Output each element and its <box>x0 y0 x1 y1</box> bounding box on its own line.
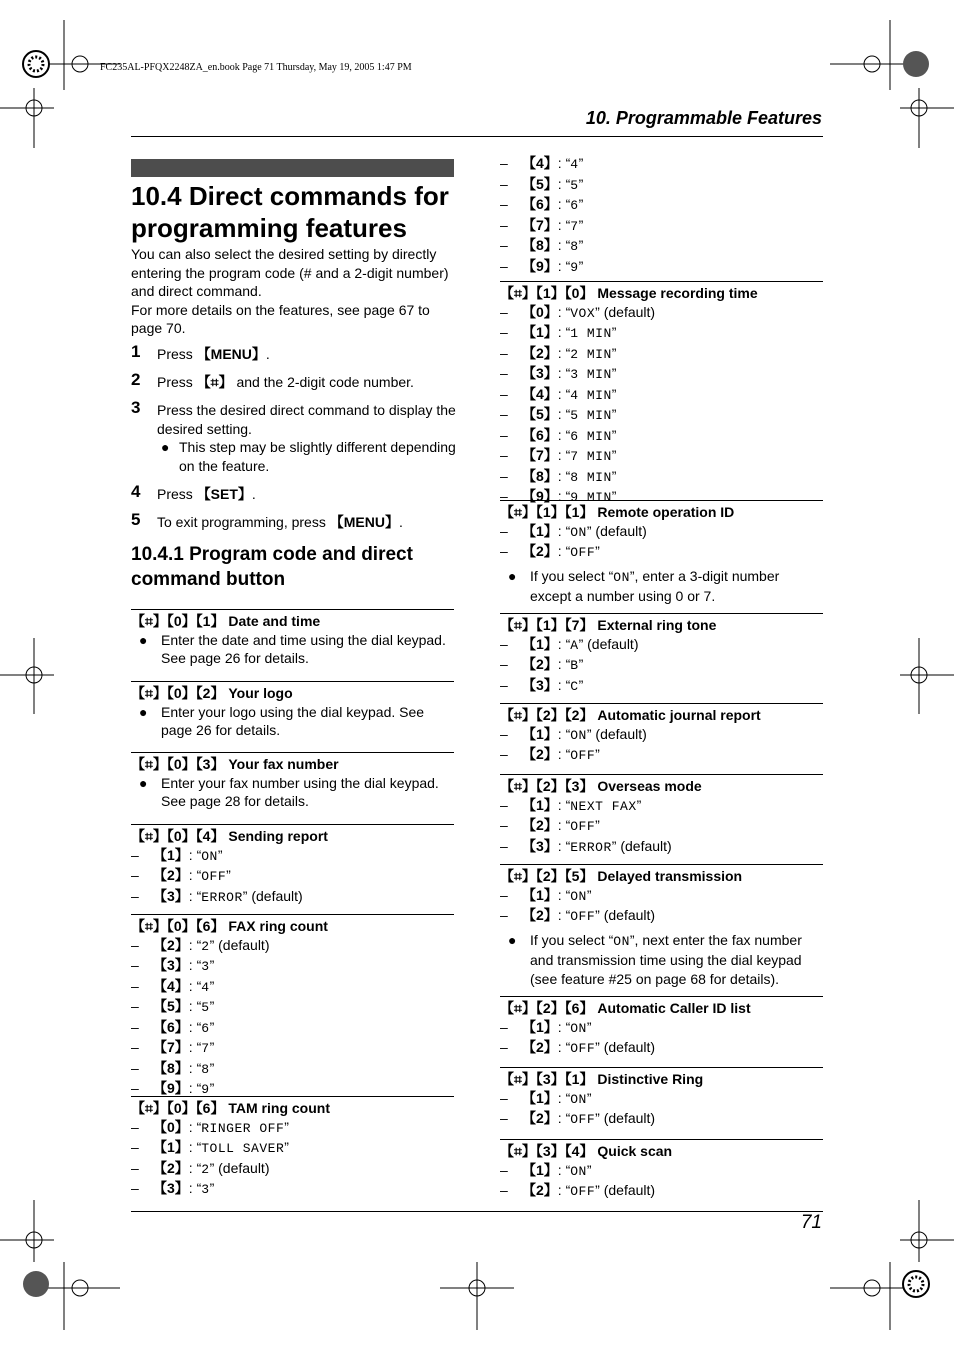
key-label: 【⌗】 <box>500 1000 536 1016</box>
option-value: 4 MIN <box>570 387 612 403</box>
default-note: (default) <box>603 907 656 923</box>
bullet-item: ● If you select “ON”, next enter the fax number and transmission time using the dial keypad (see feature #25 on page 68 for details). <box>508 931 802 987</box>
option-row: – 【3】: “ERROR” (default) <box>500 837 672 855</box>
key-label: 【4】 <box>153 977 189 994</box>
key-label: 【7】 <box>564 617 594 633</box>
key-label: 【⌗】 <box>131 756 167 772</box>
option-row: – 【6】: “6” <box>131 1018 215 1036</box>
key-label: 【⌗】 <box>500 1143 536 1159</box>
step-text: Press 【⌗】 and the 2-digit code number. <box>157 374 414 390</box>
option-value: OFF <box>570 1112 596 1127</box>
option-row: – 【2】: “B” <box>500 656 584 673</box>
step-text: Press 【MENU】. <box>157 346 270 362</box>
key-label: 【2】 <box>535 868 565 884</box>
option-value: ERROR <box>201 889 243 905</box>
option-row: – 【5】: “5 MIN” <box>500 406 617 423</box>
option-row: – 【1】: “ON” <box>500 1161 592 1179</box>
key-label: 【2】 <box>522 543 558 559</box>
default-note: (default) <box>218 936 270 953</box>
key-label: 【1】 <box>535 504 565 520</box>
key-label: 【2】 <box>195 685 225 701</box>
intro-paragraph: You can also select the desired setting by directly entering the program code (# and a 2-digit number) and direct command. <box>131 246 449 299</box>
option-row: – 【1】: “ON” <box>500 886 592 904</box>
page-number: 71 <box>800 1212 822 1233</box>
key-label: 【4】 <box>522 155 558 171</box>
option-value: ON <box>570 1091 587 1107</box>
key-label: 【0】 <box>166 613 196 629</box>
step-number: 2 <box>131 370 141 389</box>
feature-block <box>500 500 823 606</box>
bullet-item: ● Enter your logo using the dial keypad. See page 26 for details. <box>139 703 425 738</box>
default-note: (default) <box>603 303 656 320</box>
option-row: – 【2】: “OFF” (default) <box>500 1110 656 1127</box>
key-label: 【2】 <box>522 817 558 833</box>
key-label: 【8】 <box>522 467 558 484</box>
option-value: TOLL SAVER <box>201 1141 285 1156</box>
key-label: 【3】 <box>153 887 189 904</box>
default-note: (default) <box>595 725 647 742</box>
step-number: 3 <box>131 398 141 417</box>
key-label: 【1】 <box>522 522 558 539</box>
key-label: 【1】 <box>195 613 225 629</box>
option-value: ON <box>201 848 218 864</box>
option-value: RINGER OFF <box>201 1120 285 1136</box>
key-label: 【⌗】 <box>500 504 536 520</box>
key-label: 【1】 <box>522 725 558 742</box>
step-5 <box>131 510 461 532</box>
option-value: 6 <box>201 1020 210 1036</box>
section-title: 10. Programmable Features <box>585 108 822 128</box>
feature-block <box>500 613 823 696</box>
option-value: C <box>570 678 579 694</box>
option-value: OFF <box>570 1041 596 1056</box>
key-label: 【1】 <box>535 617 565 633</box>
key-label: 【0】 <box>166 685 196 701</box>
option-row: – 【7】: “7” <box>500 216 584 234</box>
key-label: 【0】 <box>166 756 196 772</box>
key-label: 【1】 <box>522 1018 558 1035</box>
option-value: ON <box>570 1020 587 1036</box>
default-note: (default) <box>603 1039 656 1055</box>
option-value: OFF <box>201 869 227 884</box>
key-label: 【⌗】 <box>196 374 233 390</box>
key-label: 【3】 <box>153 957 189 973</box>
feature-block <box>500 703 823 766</box>
option-value: ON <box>570 1163 587 1179</box>
key-label: 【⌗】 <box>131 828 167 844</box>
key-label: 【2】 <box>522 907 558 923</box>
key-label: 【1】 <box>522 635 558 652</box>
key-label: 【3】 <box>195 756 225 772</box>
step-number: 5 <box>131 510 141 529</box>
key-label: 【1】 <box>564 1071 594 1087</box>
key-label: 【2】 <box>564 707 594 723</box>
option-value: VOX <box>570 305 596 321</box>
option-row: – 【0】: “RINGER OFF” <box>131 1118 289 1136</box>
key-label: 【2】 <box>522 1182 558 1198</box>
key-label: 【3】 <box>522 837 558 854</box>
option-value: ON <box>570 727 587 743</box>
key-label: 【5】 <box>153 998 189 1014</box>
option-row: – 【2】: “OFF” (default) <box>500 907 656 924</box>
option-value: 6 <box>570 198 579 213</box>
option-row: – 【3】: “3” <box>131 1180 215 1197</box>
option-value: 8 <box>201 1061 210 1077</box>
feature-title: 【⌗】【0】【2】 Your logo <box>131 681 454 703</box>
key-label: 【2】 <box>535 778 565 794</box>
key-label: 【9】 <box>522 488 558 504</box>
key-label: 【5】 <box>564 868 594 884</box>
option-value: 9 MIN <box>570 490 612 505</box>
key-label: 【9】 <box>522 257 558 274</box>
step-4 <box>131 482 461 504</box>
key-label: 【⌗】 <box>500 778 536 794</box>
option-row: – 【4】: “4” <box>131 977 215 995</box>
option-row: – 【1】: “TOLL SAVER” <box>131 1139 289 1156</box>
feature-title: 【⌗】【0】【1】 Date and time <box>131 609 454 631</box>
key-label: 【2】 <box>153 936 189 953</box>
header-rule <box>131 136 823 137</box>
option-value: 7 MIN <box>570 449 612 464</box>
key-label: 【2】 <box>535 1000 565 1016</box>
key-label: 【2】 <box>535 707 565 723</box>
default-note: (default) <box>595 522 647 539</box>
key-label: 【1】 <box>522 324 558 340</box>
step-text: To exit programming, press 【MENU】. <box>157 514 403 530</box>
option-row: – 【5】: “5” <box>500 175 584 193</box>
option-row: – 【5】: “5” <box>131 998 215 1015</box>
option-row: – 【8】: “8” <box>500 237 584 254</box>
continued-options <box>500 154 823 277</box>
option-row: – 【9】: “9” <box>131 1080 215 1097</box>
default-note: (default) <box>251 887 303 904</box>
step-3 <box>131 398 461 475</box>
page-title: 10.4 Direct commands for programming features <box>131 181 449 243</box>
feature-block <box>500 996 823 1059</box>
option-value: 7 <box>201 1041 210 1056</box>
option-row: – 【1】: “ON” <box>500 1089 592 1107</box>
key-label: 【2】 <box>522 1110 558 1126</box>
key-label: 【2】 <box>522 746 558 762</box>
step-text: Press 【SET】. <box>157 486 256 502</box>
bullet-item: ● Enter your fax number using the dial keypad. See page 28 for details. <box>139 774 439 809</box>
key-label: 【1】 <box>522 1089 558 1106</box>
key-label: 【7】 <box>522 447 558 463</box>
option-row: – 【1】: “ON” (default) <box>500 522 647 540</box>
key-label: 【⌗】 <box>131 1100 167 1116</box>
option-value: OFF <box>570 748 596 763</box>
key-label: 【1】 <box>153 1139 189 1155</box>
option-row: – 【7】: “7 MIN” <box>500 447 617 464</box>
key-label: 【6】 <box>195 1100 225 1116</box>
feature-title: 【⌗】【3】【1】 Distinctive Ring <box>500 1067 823 1089</box>
option-row: – 【1】: “A” (default) <box>500 635 639 653</box>
option-row: – 【7】: “7” <box>131 1039 215 1056</box>
option-value: 2 MIN <box>570 346 612 362</box>
feature-title: 【⌗】【2】【6】 Automatic Caller ID list <box>500 996 823 1018</box>
feature-title: 【⌗】【3】【4】 Quick scan <box>500 1139 823 1161</box>
option-value: 5 <box>570 177 579 193</box>
feature-block <box>131 681 454 740</box>
file-meta: FC235AL-PFQX2248ZA_en.book Page 71 Thursday, May 19, 2005 1:47 PM <box>100 62 412 73</box>
key-label: 【4】 <box>564 1143 594 1159</box>
option-row: – 【2】: “OFF” <box>131 867 231 884</box>
option-row: – 【8】: “8 MIN” <box>500 467 617 485</box>
default-note: (default) <box>218 1159 270 1176</box>
key-label: 【⌗】 <box>500 1071 536 1087</box>
feature-title: 【⌗】【1】【0】 Message recording time <box>500 281 823 303</box>
key-label: 【6】 <box>564 1000 594 1016</box>
default-note: (default) <box>603 1110 656 1126</box>
key-label: 【6】 <box>522 426 558 443</box>
feature-block <box>131 752 454 811</box>
option-row: – 【2】: “OFF” (default) <box>500 1039 656 1056</box>
option-row: – 【1】: “ON” (default) <box>500 725 647 743</box>
key-label: 【6】 <box>153 1018 189 1035</box>
key-label: 【7】 <box>153 1039 189 1055</box>
option-row: – 【2】: “2 MIN” <box>500 344 617 362</box>
feature-title: 【⌗】【0】【6】 FAX ring count <box>131 914 454 936</box>
option-value: 9 <box>570 259 579 275</box>
option-value: ON <box>570 524 587 540</box>
key-label: 【0】 <box>166 828 196 844</box>
option-value: OFF <box>570 909 596 924</box>
option-value: 6 MIN <box>570 428 612 444</box>
default-note: (default) <box>587 635 639 652</box>
key-label: 【2】 <box>522 656 558 672</box>
key-label: 【1】 <box>535 285 565 301</box>
option-row: – 【4】: “4” <box>500 155 584 172</box>
option-row: – 【9】: “9” <box>500 257 584 275</box>
key-label: 【MENU】 <box>329 514 399 530</box>
feature-title: 【⌗】【0】【4】 Sending report <box>131 824 454 846</box>
key-label: 【⌗】 <box>500 707 536 723</box>
option-value: NEXT FAX <box>570 798 637 814</box>
option-value: 5 <box>201 1000 210 1015</box>
feature-block <box>500 1067 823 1130</box>
key-label: 【0】 <box>522 303 558 320</box>
option-row: – 【0】: “VOX” (default) <box>500 303 656 321</box>
key-label: 【2】 <box>153 1159 189 1176</box>
key-label: 【2】 <box>153 867 189 883</box>
feature-block <box>131 914 454 1100</box>
key-label: 【3】 <box>153 1180 189 1196</box>
default-note: (default) <box>603 1182 656 1198</box>
option-row: – 【2】: “OFF” <box>500 543 600 560</box>
key-label: 【1】 <box>522 886 558 903</box>
key-label: 【8】 <box>153 1059 189 1076</box>
feature-title: 【⌗】【2】【2】 Automatic journal report <box>500 703 823 725</box>
key-label: 【1】 <box>522 1161 558 1178</box>
option-value: A <box>570 637 579 653</box>
option-row: – 【4】: “4 MIN” <box>500 385 617 403</box>
key-label: 【0】 <box>166 1100 196 1116</box>
feature-block <box>131 1096 454 1200</box>
key-label: 【8】 <box>522 237 558 253</box>
feature-block <box>131 824 454 907</box>
step-note: ● This step may be slightly different depending on the feature. <box>161 439 456 474</box>
option-row: – 【1】: “NEXT FAX” <box>500 796 642 814</box>
option-row: – 【1】: “ON” <box>500 1018 592 1036</box>
feature-title: 【⌗】【2】【5】 Delayed transmission <box>500 864 823 886</box>
key-label: 【6】 <box>195 918 225 934</box>
key-label: 【⌗】 <box>500 285 536 301</box>
intro-text <box>131 245 456 338</box>
option-row: – 【1】: “1 MIN” <box>500 324 617 341</box>
key-label: 【2】 <box>522 1039 558 1055</box>
key-label: 【3】 <box>535 1071 565 1087</box>
key-label: 【0】 <box>153 1118 189 1135</box>
option-value: 5 MIN <box>570 408 612 423</box>
key-label: 【3】 <box>522 676 558 693</box>
subsection-title: 10.4.1 Program code and direct command button <box>131 544 413 590</box>
option-value: OFF <box>570 819 596 834</box>
key-label: 【4】 <box>195 828 225 844</box>
option-row: – 【2】: “OFF” (default) <box>500 1182 656 1199</box>
key-label: 【3】 <box>564 778 594 794</box>
key-label: 【5】 <box>522 175 558 192</box>
step-text: Press the desired direct command to display the desired setting. <box>157 402 456 437</box>
key-label: 【⌗】 <box>500 868 536 884</box>
feature-title: 【⌗】【2】【3】 Overseas mode <box>500 774 823 796</box>
key-label: 【3】 <box>522 365 558 381</box>
intro-paragraph: For more details on the features, see page 67 to page 70. <box>131 301 430 336</box>
key-label: 【9】 <box>153 1080 189 1096</box>
bullet-item: ● If you select “ON”, enter a 3-digit number except a number using 0 or 7. <box>508 567 780 604</box>
key-label: 【5】 <box>522 406 558 422</box>
key-label: 【SET】 <box>196 486 252 502</box>
bullet-item: ● Enter the date and time using the dial keypad. See page 26 for details. <box>139 631 446 666</box>
option-value: 2 <box>201 1161 210 1177</box>
key-label: 【MENU】 <box>196 346 266 362</box>
step-2 <box>131 370 461 392</box>
key-label: 【2】 <box>522 344 558 361</box>
option-row: – 【3】: “3” <box>131 957 215 974</box>
option-row: – 【2】: “2” (default) <box>131 936 270 954</box>
option-value: B <box>570 658 579 673</box>
option-value: 8 MIN <box>570 469 612 485</box>
feature-block <box>500 281 823 508</box>
title-bar <box>131 159 454 177</box>
option-value: 4 <box>201 979 210 995</box>
key-label: 【4】 <box>522 385 558 402</box>
feature-title: 【⌗】【1】【7】 External ring tone <box>500 613 823 635</box>
option-value: 7 <box>570 218 579 234</box>
key-label: 【7】 <box>522 216 558 233</box>
key-label: 【⌗】 <box>500 617 536 633</box>
option-row: – 【2】: “OFF” <box>500 817 600 834</box>
step-1 <box>131 342 461 364</box>
key-label: 【1】 <box>522 796 558 813</box>
option-value: 3 MIN <box>570 367 612 382</box>
option-value: ERROR <box>570 839 612 855</box>
option-row: – 【8】: “8” <box>131 1059 215 1077</box>
step-number: 4 <box>131 482 141 501</box>
option-value: 4 <box>570 157 579 172</box>
option-value: 3 <box>201 959 210 974</box>
option-value: 2 <box>201 938 210 954</box>
key-label: 【⌗】 <box>131 613 167 629</box>
feature-title: 【⌗】【0】【6】 TAM ring count <box>131 1096 454 1118</box>
option-row: – 【3】: “ERROR” (default) <box>131 887 303 905</box>
feature-block <box>500 864 823 988</box>
option-row: – 【6】: “6 MIN” <box>500 426 617 444</box>
option-row: – 【9】: “9 MIN” <box>500 488 617 505</box>
option-value: ON <box>570 888 587 904</box>
option-row: – 【6】: “6” <box>500 196 584 213</box>
footer-rule <box>131 1211 823 1212</box>
key-label: 【3】 <box>535 1143 565 1159</box>
option-row: – 【3】: “3 MIN” <box>500 365 617 382</box>
key-label: 【⌗】 <box>131 685 167 701</box>
feature-block <box>500 774 823 857</box>
key-label: 【1】 <box>564 504 594 520</box>
option-value: 3 <box>201 1182 210 1197</box>
feature-block <box>500 1139 823 1202</box>
key-label: 【1】 <box>153 846 189 863</box>
key-label: 【0】 <box>166 918 196 934</box>
key-label: 【⌗】 <box>131 918 167 934</box>
key-label: 【0】 <box>564 285 594 301</box>
option-value: OFF <box>570 1184 596 1199</box>
option-value: OFF <box>570 545 596 560</box>
option-row: – 【2】: “OFF” <box>500 746 600 763</box>
option-row: – 【1】: “ON” <box>131 846 223 864</box>
option-row: – 【3】: “C” <box>500 676 584 694</box>
step-number: 1 <box>131 342 141 361</box>
option-value: 1 MIN <box>570 326 612 341</box>
default-note: (default) <box>620 837 672 854</box>
option-value: 9 <box>201 1082 210 1097</box>
option-row: – 【2】: “2” (default) <box>131 1159 270 1177</box>
option-value: 8 <box>570 239 579 254</box>
feature-block <box>131 609 454 668</box>
feature-title: 【⌗】【1】【1】 Remote operation ID <box>500 500 823 522</box>
feature-title: 【⌗】【0】【3】 Your fax number <box>131 752 454 774</box>
key-label: 【6】 <box>522 196 558 212</box>
